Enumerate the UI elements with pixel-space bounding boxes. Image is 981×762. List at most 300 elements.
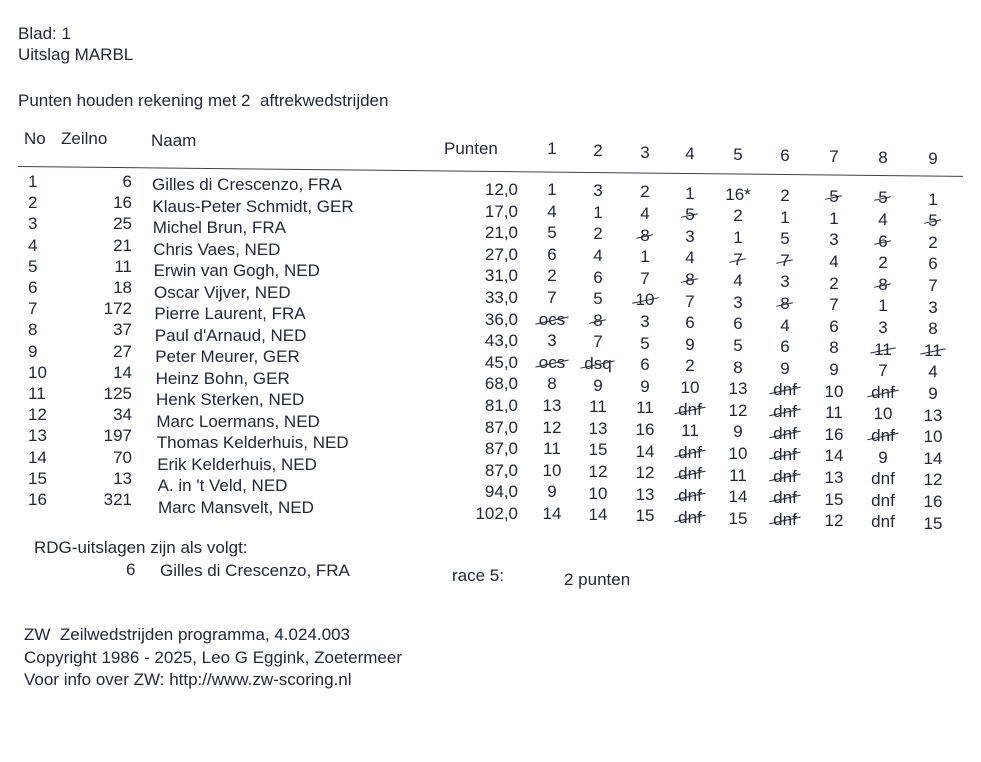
score-value: 4 [733,271,743,291]
score-value: 2 [829,273,839,293]
race-score-9 [911,406,955,426]
score-value: 10 [542,460,562,480]
score-value: 13 [588,418,608,438]
score-value: 10 [873,404,893,424]
score-value: 6 [780,337,790,357]
col-header-race-1: 1 [547,139,557,158]
race-score-6 [763,445,807,465]
race-score-4 [668,508,712,528]
race-score-1 [530,310,574,330]
race-score-1 [530,288,574,308]
race-score-6 [763,337,807,357]
score-value: 10 [923,427,943,447]
race-score-1 [530,439,574,459]
race-score-1 [530,396,574,416]
race-score-4 [668,486,712,506]
discarded-score: dnf [773,510,797,529]
row-no: 3 [28,214,38,234]
score-value: 2 [640,182,650,202]
score-value: dnf [871,512,895,532]
race-score-3 [623,442,667,462]
row-name: Gilles di Crescenzo, FRA [152,175,342,194]
row-points: 87,0 [484,417,518,437]
discarded-score: dnf [871,382,895,402]
row-points: 36,0 [484,309,518,329]
race-score-2 [576,203,620,223]
rdg-name: Gilles di Crescenzo, FRA [160,561,350,580]
race-score-8 [861,448,905,468]
race-score-8 [861,340,905,360]
col-header-no: No [24,129,46,148]
row-name: Marc Mansvelt, NED [158,497,314,517]
race-score-9 [911,254,955,274]
race-score-9 [911,298,955,318]
score-value: 12 [824,511,844,531]
score-value: 6 [685,313,695,333]
race-score-3 [623,247,667,267]
race-score-7 [812,295,856,315]
score-value: 7 [928,276,938,295]
discarded-score: dnf [773,445,797,465]
score-value: 1 [547,180,557,199]
row-sail: 27 [113,341,132,361]
race-score-2 [576,505,620,525]
results-title: Uitslag MARBL [18,45,134,64]
race-score-9 [911,362,955,382]
score-value: 9 [640,376,650,396]
col-header-points: Punten [444,139,498,158]
score-value: 14 [824,446,844,466]
row-no: 16 [28,490,47,509]
discarded-score: dnf [773,402,797,421]
race-score-2 [576,311,620,331]
score-value: 1 [928,189,938,209]
discarded-score: dnf [678,399,702,419]
race-score-7 [812,425,856,445]
score-value: 4 [685,248,695,268]
score-value: 6 [547,244,557,264]
race-score-9 [911,233,955,253]
row-points: 81,0 [484,396,518,415]
race-score-2 [576,419,620,439]
score-value: 9 [593,375,603,395]
col-header-sail: Zeilno [61,129,108,148]
score-value: 11 [681,421,699,441]
race-score-1 [530,245,574,265]
race-score-4 [668,205,712,225]
discarded-score: dnf [871,426,895,445]
row-sail: 172 [103,299,132,319]
row-no: 13 [28,426,47,446]
score-value: 15 [635,506,655,526]
score-value: 11 [589,397,607,417]
score-value: 16* [725,184,751,204]
discarded-score: 10 [635,290,655,310]
race-score-2 [576,484,620,504]
race-score-6 [763,467,807,487]
score-value: 15 [824,489,844,509]
discarded-score: 5 [685,205,695,225]
row-sail: 197 [103,426,132,446]
race-score-8 [861,318,905,338]
race-score-3 [623,506,667,526]
discarded-score: dnf [773,488,797,508]
discarded-score: 8 [878,274,888,294]
race-score-6 [763,424,807,444]
race-score-5 [716,293,760,313]
race-score-4 [668,356,712,376]
row-sail: 16 [113,193,132,213]
row-no: 8 [28,320,38,340]
score-value: 2 [928,232,938,252]
race-score-1 [530,418,574,438]
row-points: 43,0 [484,331,518,351]
score-value: 9 [685,334,695,354]
row-name: Heinz Bohn, GER [155,368,290,388]
score-value: 9 [780,358,790,378]
row-no: 12 [28,405,47,425]
score-value: 13 [824,468,844,487]
col-header-race-6: 6 [780,146,790,165]
score-value: 11 [825,403,843,423]
discarded-score: 8 [780,294,790,313]
race-score-1 [530,482,574,502]
race-score-6 [763,510,807,530]
row-no: 1 [28,172,38,191]
score-value: 15 [923,513,943,533]
score-value: 2 [780,186,790,205]
discard-note: Punten houden rekening met 2 aftrekwedstrijden [18,91,389,110]
race-score-3 [623,377,667,397]
score-value: 11 [636,398,654,418]
race-score-2 [576,462,620,482]
race-score-4 [668,292,712,312]
discarded-score: 5 [829,187,839,207]
race-score-2 [576,268,620,288]
score-value: 16 [635,420,655,439]
race-score-8 [861,296,905,316]
score-value: 8 [733,357,743,377]
score-value: dnf [871,490,895,510]
row-name: Marc Loermans, NED [156,411,320,431]
score-value: 5 [733,336,743,355]
race-score-2 [576,332,620,352]
race-score-4 [668,464,712,484]
score-value: 14 [588,505,608,525]
race-score-8 [861,426,905,446]
race-score-6 [763,186,807,206]
score-value: 2 [685,356,695,376]
race-score-4 [668,421,712,441]
discarded-score: 8 [593,310,603,330]
race-score-2 [576,246,620,266]
score-value: 11 [729,465,747,485]
race-score-7 [812,446,856,466]
row-sail: 70 [113,447,132,467]
race-score-8 [861,512,905,532]
score-value: 14 [542,504,562,523]
score-value: 4 [547,201,557,221]
score-value: 15 [728,508,748,528]
row-points: 68,0 [484,374,518,394]
race-score-1 [530,202,574,222]
score-value: 12 [728,400,748,420]
race-score-8 [861,491,905,511]
row-no: 15 [28,468,47,488]
rdg-points: 2 punten [564,570,631,589]
row-points: 87,0 [484,439,518,459]
score-value: 7 [547,288,557,307]
discarded-score: dnf [773,380,797,400]
race-score-5 [716,314,760,334]
discarded-score: dsq [584,354,612,373]
score-value: 2 [547,266,557,286]
score-value: 4 [928,362,938,382]
race-score-7 [812,274,856,294]
race-score-5 [716,185,760,205]
col-header-race-4: 4 [685,144,695,163]
race-score-3 [623,290,667,310]
race-score-3 [623,355,667,375]
race-score-7 [812,360,856,380]
col-header-race-5: 5 [733,145,743,164]
score-value: 12 [635,463,655,483]
discarded-score: 6 [878,231,888,251]
race-score-5 [716,466,760,486]
discarded-score: dnf [678,507,702,527]
race-score-3 [623,398,667,418]
score-value: 3 [780,272,790,292]
discarded-score: dnf [773,423,797,443]
score-value: 3 [685,226,695,246]
discarded-score: ocs [538,352,566,372]
row-name: A. in 't Veld, NED [157,476,288,495]
race-score-5 [716,206,760,226]
race-score-3 [623,334,667,354]
race-score-4 [668,313,712,333]
discarded-score: dnf [678,464,702,484]
race-score-4 [668,335,712,355]
race-score-9 [911,190,955,210]
score-value: 13 [923,405,943,425]
row-no: 2 [28,193,38,213]
score-value: 3 [878,318,888,337]
score-value: 6 [640,355,650,375]
race-score-8 [861,361,905,381]
row-points: 94,0 [484,482,518,502]
score-value: 7 [878,361,888,381]
race-score-5 [716,379,760,399]
score-value: 4 [829,252,839,271]
row-sail: 14 [113,362,132,382]
race-score-6 [763,229,807,249]
race-score-7 [812,490,856,510]
score-value: 9 [547,482,557,502]
race-score-4 [668,400,712,420]
race-score-5 [716,401,760,421]
race-score-9 [911,276,955,296]
race-score-3 [623,463,667,483]
race-score-3 [623,226,667,246]
score-value: 8 [547,374,557,394]
score-value: 8 [928,319,938,339]
race-score-8 [861,383,905,403]
row-points: 21,0 [484,223,518,243]
score-value: 13 [728,379,748,399]
race-score-5 [716,509,760,529]
score-value: 2 [593,224,603,244]
row-points: 87,0 [484,460,518,480]
row-name: Michel Brun, FRA [152,218,286,237]
score-value: 10 [824,381,844,401]
score-value: 4 [593,246,603,265]
score-value: 3 [829,230,839,250]
race-score-7 [812,209,856,229]
race-score-1 [530,504,574,524]
row-name: Paul d'Arnaud, NED [154,325,307,345]
sheet-number: Blad: 1 [18,24,71,43]
row-sail: 13 [113,468,132,488]
row-sail: 11 [114,256,132,276]
score-value: 12 [542,417,562,437]
row-no: 14 [28,447,47,467]
row-sail: 321 [103,490,132,509]
row-name: Thomas Kelderhuis, NED [156,433,349,452]
discarded-score: dnf [678,442,702,462]
race-score-4 [668,184,712,204]
row-sail: 37 [113,320,132,340]
race-score-3 [623,485,667,505]
race-score-5 [716,358,760,378]
score-value: 16 [923,492,943,511]
race-score-9 [911,384,955,404]
row-name: Chris Vaes, NED [153,239,281,259]
row-name: Erwin van Gogh, NED [153,261,320,280]
score-value: 3 [547,331,557,351]
row-name: Erik Kelderhuis, NED [157,454,317,474]
race-score-5 [716,444,760,464]
discarded-score: 8 [640,225,650,245]
race-score-6 [763,316,807,336]
score-value: 7 [685,291,695,311]
race-score-3 [623,269,667,289]
col-header-name: Naam [151,131,197,150]
race-score-6 [763,488,807,508]
discarded-score: 7 [733,249,743,269]
race-score-5 [716,422,760,442]
race-score-9 [911,341,955,361]
race-score-6 [763,251,807,271]
race-score-1 [530,374,574,394]
race-score-5 [716,336,760,356]
row-points: 31,0 [484,266,518,286]
score-value: 1 [878,296,888,316]
score-value: 3 [928,297,938,317]
score-value: 9 [878,447,888,467]
row-no: 7 [28,299,38,319]
race-score-7 [812,230,856,250]
discarded-score: 8 [685,270,695,289]
race-score-9 [911,211,955,231]
score-value: 8 [829,338,839,358]
col-header-race-3: 3 [640,143,650,162]
score-value: 5 [593,289,603,309]
score-value: 13 [635,484,655,504]
row-sail: 6 [122,172,132,191]
score-value: 7 [593,332,603,352]
race-score-7 [812,468,856,488]
row-points: 17,0 [484,201,518,221]
row-name: Peter Meurer, GER [155,347,300,366]
rdg-race: race 5: [452,566,504,585]
score-value: 11 [543,439,561,459]
race-score-2 [576,397,620,417]
race-score-7 [812,511,856,531]
score-value: 9 [928,384,938,403]
row-sail: 34 [113,405,132,425]
score-value: 10 [680,378,700,397]
row-sail: 25 [113,214,132,234]
race-score-1 [530,266,574,286]
score-value: 3 [640,312,650,331]
race-score-7 [812,252,856,272]
race-score-3 [623,204,667,224]
score-value: 6 [733,314,743,334]
score-value: 6 [829,316,839,336]
race-score-4 [668,227,712,247]
rdg-heading: RDG-uitslagen zijn als volgt: [34,538,248,557]
race-score-8 [861,253,905,273]
race-score-3 [623,182,667,202]
row-sail: 21 [113,235,132,255]
score-value: 4 [780,315,790,335]
score-value: 7 [640,268,650,288]
score-value: 14 [728,487,748,507]
race-score-6 [763,359,807,379]
score-value: 5 [547,223,557,243]
race-score-4 [668,270,712,290]
discarded-score: dnf [678,486,702,505]
row-no: 6 [28,278,38,297]
race-score-1 [530,353,574,373]
row-points: 33,0 [484,288,518,307]
race-score-5 [716,487,760,507]
score-value: 4 [640,204,650,223]
race-score-6 [763,402,807,422]
race-score-2 [576,289,620,309]
score-value: 12 [588,462,608,481]
score-value: 1 [685,183,695,203]
race-score-6 [763,208,807,228]
race-score-3 [623,312,667,332]
race-score-9 [911,449,955,469]
race-score-2 [576,224,620,244]
score-value: 13 [542,396,562,415]
row-no: 10 [28,362,47,382]
race-score-5 [716,228,760,248]
row-name: Oscar Vijver, NED [154,282,291,302]
race-score-9 [911,319,955,339]
score-value: 5 [780,229,790,249]
race-score-8 [861,275,905,295]
score-value: 16 [824,424,844,444]
score-value: 7 [829,295,839,315]
rdg-sail: 6 [126,560,136,579]
race-score-4 [668,248,712,268]
row-no: 9 [28,341,38,361]
race-score-4 [668,443,712,463]
row-points: 27,0 [484,244,518,264]
